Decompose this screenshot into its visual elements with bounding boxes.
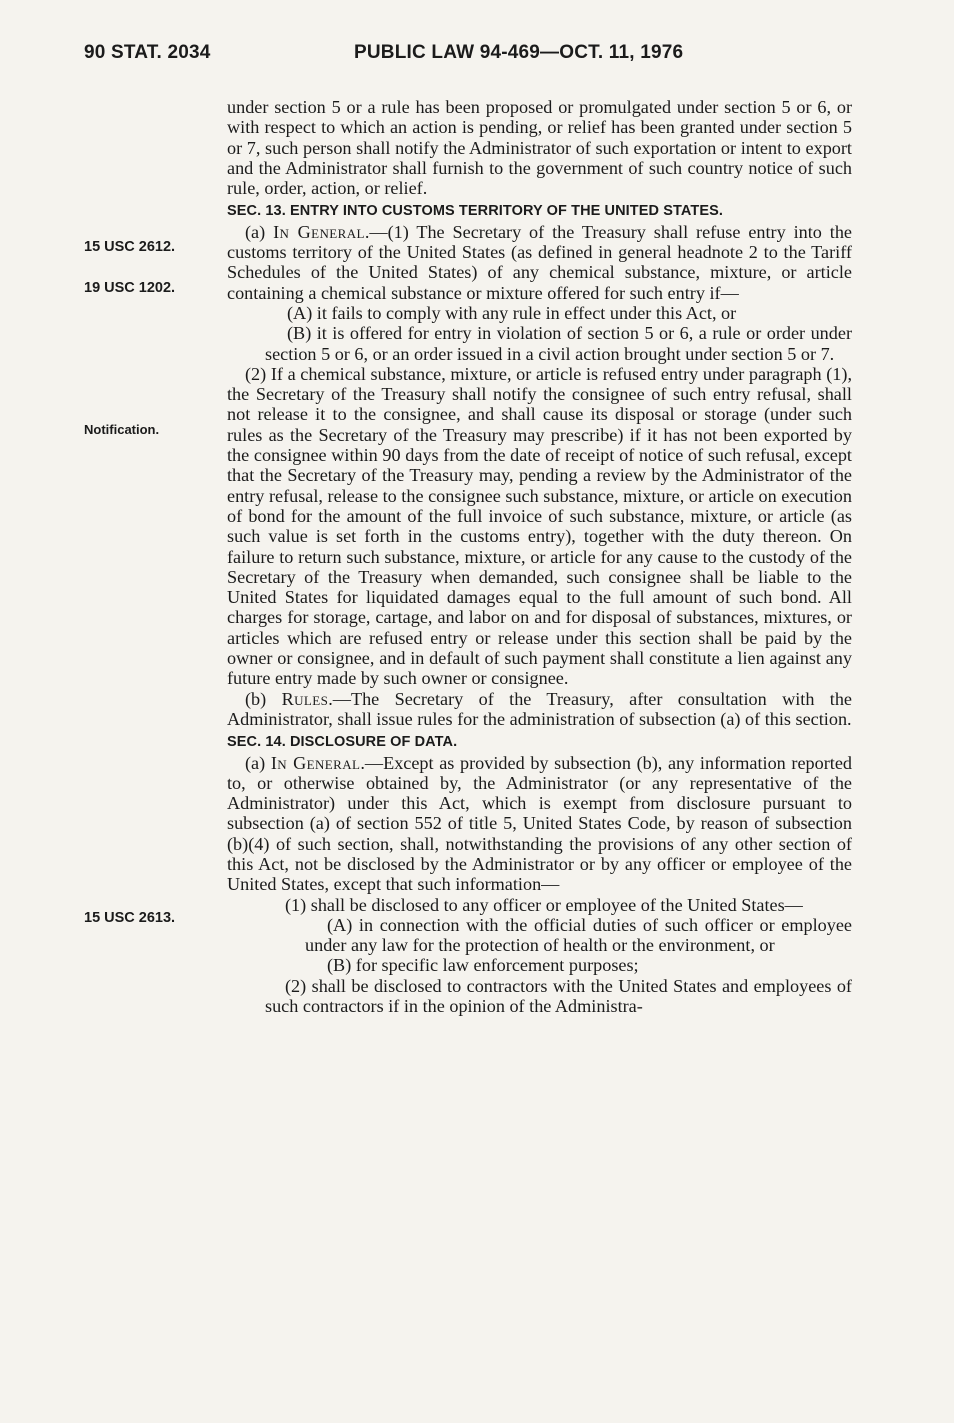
section-14-a-1: (1) shall be disclosed to any officer or employee of the United States—: [285, 894, 803, 915]
section-13-a-2: (2) If a chemical substance, mixture, or article is refused entry under paragraph (1), the Secretary of the Treasury shall notify the consignee of such entry refusal, shall not release it to the consignee, and shall cause its disposal or storage (under such rules as the Secretary of the Treasury may prescribe) if it has not been exported by the consignee within 90 days from the date of receipt of notice of such refusal, except that the Secretary of the Treasury may, pending a review by the Administrator of the entry refusal, release to the consignee such substance, mixture, or article on execution of bond for the amount of the full invoice of such substance, mixture, or article (as such value is set forth in the customs entry), together with the duty thereon. On failure to return such substance, mixture, or article for any cause to the custody of the Secretary of the Treasury when demanded, such consignee shall be liable to the United States for liquidated damages equal to the full amount of such bond. All charges for storage, cartage, and labor on and for disposal of substances, mixtures, or articles which are refused entry or release under this section shall be paid by the owner or consignee, and in default of such payment shall constitute a lien against any future entry made by such owner or consignee.: [227, 363, 852, 689]
page-header: [0, 42, 954, 72]
section-13-a-caption: In General: [273, 221, 365, 242]
section-14-a-paragraph: [227, 753, 852, 895]
margin-note-15-usc-2612: 15 USC 2612.: [84, 239, 176, 255]
section-13-a-1-B: (B) it is offered for entry in violation of section 5 or 6, a rule or order under section 5 or 6, or an order issued in a civil action brought under section 5 or 7.: [265, 323, 852, 364]
section-13-heading: SEC. 13. ENTRY INTO CUSTOMS TERRITORY OF THE UNITED STATES.: [227, 203, 724, 220]
section-14-a-1-A: (A) in connection with the official duties of such officer or employee under any law for the protection of health or the environment, or: [305, 914, 852, 956]
public-law-title: PUBLIC LAW 94-469—OCT. 11, 1976: [354, 42, 684, 63]
intro-paragraph: under section 5 or a rule has been proposed or promulgated under section 5 or 6, or with respect to which an action is pending, or relief has been granted under section 5 or 7, such person shall notify the Administrator of such exportation or intent to export and the Administrator shall furnish to the government of such country notice of such rule, order, action, or relief.: [227, 97, 852, 199]
section-13-b-caption: Rules: [281, 688, 329, 709]
section-14-heading: SEC. 14. DISCLOSURE OF DATA.: [227, 734, 458, 751]
section-13-b-paragraph: [227, 689, 852, 730]
stat-page-number: 90 STAT. 2034: [84, 42, 211, 63]
section-13-b-text: .—The Secretary of the Treasury, after consultation with the Administrator, shall issue rules for the administration of subsection (a) of this section.: [227, 688, 852, 729]
section-14-a-2: (2) shall be disclosed to contractors with the United States and employees of such contractors if in the opinion of the Administra-: [265, 975, 852, 1017]
section-14-a-1-B: (B) for specific law enforcement purposes;: [327, 955, 639, 976]
section-13-a-text: .—(1) The Secretary of the Treasury shall refuse entry into the customs territory of the United States (as defined in general headnote 2 to the Tariff Schedules of the United States) of any chemical substance, mixture, or article containing a chemical substance or mixture offered for such entry if—: [227, 221, 852, 303]
section-13-a-1-A: (A) it fails to comply with any rule in effect under this Act, or: [287, 302, 737, 323]
section-13-a-paragraph: [227, 222, 852, 303]
document-body: [227, 97, 852, 1016]
section-14-a-text: .—Except as provided by subsection (b), any information reported to, or otherwise obtained by, the Administrator (or any representative of the Administrator) under this Act, which is exempt from disclosure pursuant to subsection (a) of section 552 of title 5, United States Code, by reason of subsection (b)(4) of such section, shall, notwithstanding the provisions of any other section of this Act, not be disclosed by the Administrator or by any officer or employee of the United States, except that such information—: [227, 752, 852, 895]
section-14-a-caption: In General: [270, 752, 361, 773]
margin-note-15-usc-2613: 15 USC 2613.: [84, 910, 176, 926]
margin-note-notification: Notification.: [84, 422, 160, 437]
section-13-a-label: (a): [245, 221, 274, 242]
margin-note-19-usc-1202: 19 USC 1202.: [84, 280, 176, 296]
section-13-b-label: (b): [245, 688, 282, 709]
section-14-a-label: (a): [245, 752, 271, 773]
